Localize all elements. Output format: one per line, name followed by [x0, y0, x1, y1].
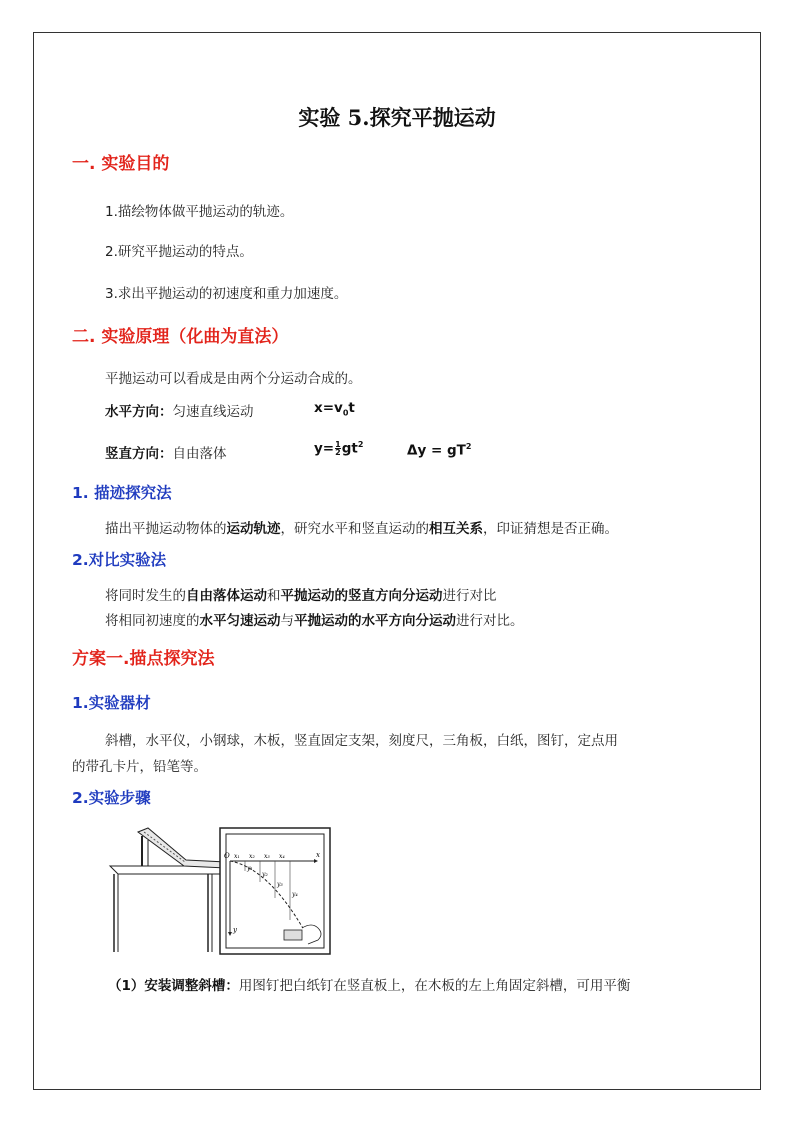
figure-label-y1: y₁ — [247, 865, 253, 872]
formula-part: gt — [341, 440, 358, 457]
vertical-formula-2 — [407, 442, 471, 459]
text-run: 将相同初速度的 — [105, 613, 200, 629]
horizontal-direction-row — [105, 400, 254, 420]
figure-label-x4: x₄ — [279, 853, 285, 860]
apparatus-figure — [108, 824, 344, 956]
text-run: 和 — [267, 588, 281, 604]
text-bold: 平抛运动的水平方向分运动 — [294, 613, 456, 629]
method-comparison-line-1 — [105, 584, 497, 604]
section-principle-heading: 二. 实验原理（化曲为直法） — [72, 327, 289, 347]
figure-label-origin: O — [224, 852, 230, 860]
principle-intro: 平抛运动可以看成是由两个分运动合成的。 — [105, 371, 362, 387]
text-run: ，研究水平和竖直运动的 — [280, 521, 429, 537]
text-run: 与 — [280, 613, 294, 629]
step-1-label: （1）安装调整斜槽： — [108, 978, 239, 994]
figure-label-x-axis: x — [316, 851, 320, 859]
vertical-formula-1 — [314, 440, 363, 457]
steps-heading: 2.实验步骤 — [72, 789, 151, 807]
equipment-line-2: 的带孔卡片，铅笔等。 — [72, 759, 207, 775]
figure-label-y3: y₃ — [277, 881, 283, 888]
objective-item-3: 3.求出平抛运动的初速度和重力加速度。 — [105, 286, 348, 302]
figure-label-x2: x₂ — [249, 853, 255, 860]
vertical-text: 自由落体 — [172, 446, 227, 462]
horizontal-text: 匀速直线运动 — [172, 404, 254, 420]
formula-superscript: 2 — [357, 440, 364, 449]
method-tracing-heading: 1. 描迹探究法 — [72, 484, 172, 502]
plan-one-heading: 方案一.描点探究法 — [72, 649, 215, 669]
fraction-denominator: 2 — [335, 448, 341, 457]
figure-label-y2: y₂ — [262, 871, 268, 878]
objective-item-1: 1.描绘物体做平抛运动的轨迹。 — [105, 204, 294, 220]
text-bold: 水平匀速运动 — [199, 613, 281, 629]
formula-subscript: 0 — [342, 408, 349, 418]
section-objective-heading: 一. 实验目的 — [72, 154, 170, 174]
step-1-text: 用图钉把白纸钉在竖直板上，在木板的左上角固定斜槽，可用平衡 — [238, 978, 631, 994]
text-run: 描出平抛运动物体的 — [105, 521, 227, 537]
figure-label-x3: x₃ — [264, 853, 270, 860]
figure-label-y4: y₄ — [292, 891, 298, 898]
text-bold: 相互关系 — [429, 521, 483, 537]
method-comparison-line-2 — [105, 609, 524, 629]
page-title: 实验 5.探究平抛运动 — [298, 105, 496, 130]
text-run: 进行对比。 — [456, 613, 524, 629]
vertical-label: 竖直方向： — [105, 446, 173, 462]
step-1 — [108, 974, 630, 994]
horizontal-formula — [314, 400, 355, 418]
text-bold: 运动轨迹 — [226, 521, 281, 537]
formula-part: y= — [314, 440, 335, 457]
formula-part: Δy = gT — [407, 442, 466, 459]
objective-item-2: 2.研究平抛运动的特点。 — [105, 244, 253, 260]
figure-label-x1: x₁ — [234, 853, 240, 860]
text-run: ，印证猜想是否正确。 — [483, 521, 618, 537]
vertical-direction-row — [105, 442, 227, 462]
text-bold: 自由落体运动 — [186, 588, 267, 604]
equipment-line-1: 斜槽，水平仪，小钢球，木板，竖直固定支架，刻度尺，三角板，白纸，图钉，定点用 — [105, 733, 618, 749]
fraction-numerator: 1 — [335, 440, 341, 449]
formula-part: x=v — [314, 400, 343, 416]
fraction — [335, 441, 341, 456]
text-bold: 平抛运动的竖直方向分运动 — [280, 588, 443, 604]
method-comparison-heading: 2.对比实验法 — [72, 551, 167, 569]
text-run: 将同时发生的 — [105, 588, 186, 604]
formula-superscript: 2 — [465, 442, 472, 451]
horizontal-label: 水平方向： — [105, 404, 173, 420]
equipment-heading: 1.实验器材 — [72, 694, 151, 712]
figure-label-y-axis: y — [233, 926, 237, 934]
formula-part: t — [348, 400, 355, 416]
text-run: 进行对比 — [442, 588, 497, 604]
method-tracing-text — [105, 517, 618, 537]
